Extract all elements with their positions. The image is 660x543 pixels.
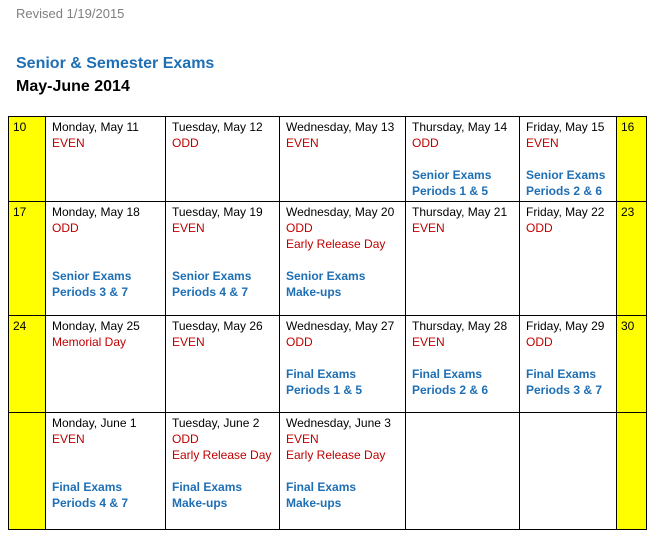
weekend-cell-saturday (617, 413, 647, 530)
weekend-cell-sunday (9, 202, 46, 316)
day-date: Wednesday, May 20 (286, 205, 395, 219)
week-row (9, 202, 647, 316)
day-type: ODD (52, 221, 79, 235)
day-date: Monday, May 25 (52, 319, 140, 333)
day-date: Wednesday, June 3 (286, 416, 391, 430)
empty-cell (520, 413, 617, 530)
day-cell-may-25 (46, 316, 166, 413)
day-date: Thursday, May 21 (412, 205, 508, 219)
exam-periods: Periods 1 & 5 (412, 184, 489, 198)
saturday-date: 16 (621, 120, 635, 134)
day-cell-may-27 (280, 316, 406, 413)
empty-cell (406, 413, 520, 530)
exam-name: Final Exams (172, 480, 243, 494)
day-type: ODD (526, 221, 553, 235)
day-type: EVEN (412, 221, 445, 235)
day-cell-may-11 (46, 117, 166, 202)
day-cell-may-22 (520, 202, 617, 316)
day-type: EVEN (172, 335, 205, 349)
exam-periods: Periods 4 & 7 (172, 285, 249, 299)
day-cell-may-26 (166, 316, 280, 413)
exam-name: Final Exams (52, 480, 123, 494)
exam-name: Senior Exams (172, 269, 252, 283)
day-cell-may-19 (166, 202, 280, 316)
day-cell-may-12 (166, 117, 280, 202)
day-cell-may-13 (280, 117, 406, 202)
day-cell-may-20 (280, 202, 406, 316)
day-cell-may-28 (406, 316, 520, 413)
day-date: Thursday, May 14 (412, 120, 508, 134)
sunday-date: 10 (13, 120, 27, 134)
exam-periods: Periods 3 & 7 (526, 383, 603, 397)
day-cell-may-18 (46, 202, 166, 316)
exam-name: Senior Exams (52, 269, 132, 283)
day-date: Monday, June 1 (52, 416, 137, 430)
day-type: EVEN (52, 432, 85, 446)
day-type: EVEN (286, 136, 319, 150)
exam-name: Final Exams (286, 367, 357, 381)
day-note: Early Release Day (286, 237, 386, 251)
day-type: ODD (412, 136, 439, 150)
day-date: Tuesday, May 12 (172, 120, 263, 134)
exam-name: Final Exams (412, 367, 483, 381)
day-date: Friday, May 15 (526, 120, 605, 134)
day-type: EVEN (526, 136, 559, 150)
day-type: ODD (286, 335, 313, 349)
weekend-cell-sunday (9, 316, 46, 413)
week-row (9, 117, 647, 202)
revised-date: Revised 1/19/2015 (16, 6, 125, 21)
page-subtitle: May-June 2014 (16, 78, 130, 95)
weekend-cell-sunday (9, 117, 46, 202)
day-type: ODD (526, 335, 553, 349)
day-type: EVEN (172, 221, 205, 235)
day-type: ODD (172, 136, 199, 150)
day-type: EVEN (52, 136, 85, 150)
day-cell-may-29 (520, 316, 617, 413)
day-date: Friday, May 29 (526, 319, 605, 333)
exam-periods: Periods 4 & 7 (52, 496, 129, 510)
day-type: EVEN (286, 432, 319, 446)
saturday-date: 30 (621, 319, 635, 333)
exam-calendar (8, 116, 647, 530)
day-date: Tuesday, May 19 (172, 205, 263, 219)
week-row (9, 413, 647, 530)
exam-periods: Periods 1 & 5 (286, 383, 363, 397)
day-date: Friday, May 22 (526, 205, 605, 219)
day-date: Thursday, May 28 (412, 319, 508, 333)
day-date: Wednesday, May 13 (286, 120, 395, 134)
day-date: Tuesday, May 26 (172, 319, 263, 333)
day-note: Early Release Day (286, 448, 386, 462)
holiday-note: Memorial Day (52, 335, 127, 349)
exam-name: Final Exams (526, 367, 597, 381)
day-type: ODD (172, 432, 199, 446)
sunday-date: 17 (13, 205, 27, 219)
exam-name: Senior Exams (286, 269, 366, 283)
day-type: ODD (286, 221, 313, 235)
weekend-cell-sunday (9, 413, 46, 530)
day-cell-may-15 (520, 117, 617, 202)
exam-periods: Make-ups (286, 285, 342, 299)
page-title: Senior & Semester Exams (16, 55, 215, 72)
day-cell-may-21 (406, 202, 520, 316)
day-date: Monday, May 18 (52, 205, 140, 219)
day-date: Monday, May 11 (52, 120, 139, 134)
weekend-cell-saturday (617, 117, 647, 202)
day-cell-june-3 (280, 413, 406, 530)
day-date: Wednesday, May 27 (286, 319, 395, 333)
day-note: Early Release Day (172, 448, 272, 462)
week-row (9, 316, 647, 413)
exam-periods: Periods 3 & 7 (52, 285, 129, 299)
exam-name: Senior Exams (412, 168, 492, 182)
exam-periods: Periods 2 & 6 (526, 184, 603, 198)
exam-periods: Periods 2 & 6 (412, 383, 489, 397)
day-cell-june-2 (166, 413, 280, 530)
exam-periods: Make-ups (172, 496, 228, 510)
exam-name: Final Exams (286, 480, 357, 494)
day-date: Tuesday, June 2 (172, 416, 260, 430)
exam-periods: Make-ups (286, 496, 342, 510)
saturday-date: 23 (621, 205, 635, 219)
day-type: EVEN (412, 335, 445, 349)
sunday-date: 24 (13, 319, 27, 333)
exam-name: Senior Exams (526, 168, 606, 182)
weekend-cell-saturday (617, 202, 647, 316)
day-cell-june-1 (46, 413, 166, 530)
day-cell-may-14 (406, 117, 520, 202)
weekend-cell-saturday (617, 316, 647, 413)
